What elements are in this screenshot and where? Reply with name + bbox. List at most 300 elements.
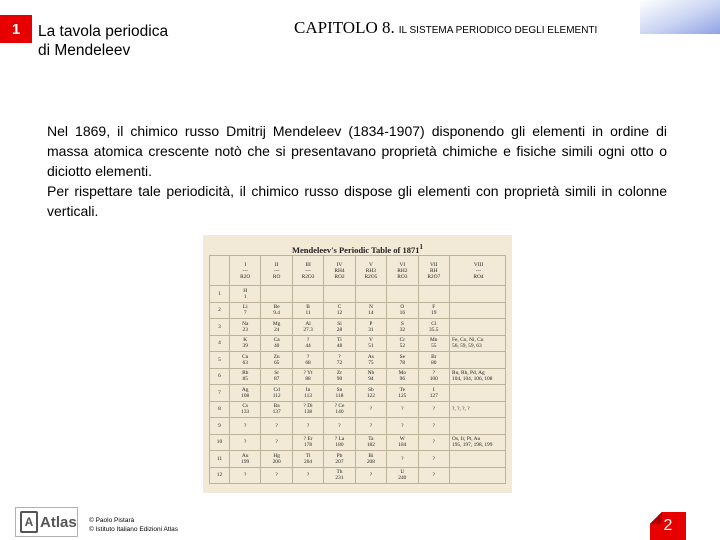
element-symbol: Sr — [274, 370, 280, 377]
element-symbol: Be — [273, 304, 280, 311]
series-number: 4 — [210, 335, 230, 352]
element-symbol: Ta — [368, 436, 374, 443]
element-symbol: ? — [432, 370, 435, 377]
periodic-table-title — [209, 239, 506, 255]
element-cell — [324, 467, 355, 484]
element-cell — [387, 368, 418, 385]
element-symbol: Se — [399, 353, 406, 360]
element-cell — [387, 319, 418, 336]
element-cell — [292, 335, 323, 352]
element-mass: 78 — [399, 359, 406, 366]
body-paragraph-1: Nel 1869, il chimico russo Dmitrij Mendeleev (1834-1907) disponendo gli elementi in ordine di massa atomica crescente notò che si presentavano proprietà chimiche e fisiche simili ogni otto o diciotto elementi. — [47, 123, 667, 179]
element-symbol: ? — [369, 406, 373, 413]
element-cell — [387, 302, 418, 319]
table-row — [210, 335, 506, 352]
group-header-line: RH4 — [334, 267, 345, 274]
group-header — [450, 256, 506, 286]
element-cell — [261, 451, 292, 468]
table-row — [210, 385, 506, 402]
element-mass: 137 — [272, 409, 281, 416]
table-row — [210, 302, 506, 319]
group-header-line: IV — [336, 261, 343, 268]
element-cell — [418, 286, 449, 303]
element-symbol: F — [432, 304, 436, 311]
element-symbol: ? — [244, 422, 247, 429]
atlas-logo-mark: A — [20, 511, 38, 533]
element-cell — [418, 319, 449, 336]
element-cell — [355, 418, 386, 435]
periodic-table-title-sup: 1 — [419, 243, 423, 251]
element-symbol: K — [243, 337, 248, 344]
element-symbol: Cd — [273, 386, 280, 393]
element-symbol: Ba — [273, 403, 280, 410]
element-cell — [230, 418, 261, 435]
series-number: 5 — [210, 352, 230, 369]
element-cell — [387, 451, 418, 468]
element-cell — [450, 401, 506, 418]
element-symbol: ? — [432, 439, 435, 446]
element-cell — [387, 418, 418, 435]
element-cell — [230, 451, 261, 468]
element-mass: 104, 104, 106, 108 — [452, 376, 493, 383]
element-cell — [261, 335, 292, 352]
table-row — [210, 368, 506, 385]
element-mass: 27.3 — [303, 326, 313, 333]
group-header — [261, 256, 292, 286]
element-mass: 39 — [242, 343, 248, 350]
element-mass: 24 — [273, 326, 280, 333]
element-cell — [418, 352, 449, 369]
element-symbol: ?, ?, ?, ? — [452, 406, 470, 413]
element-cell — [292, 467, 323, 484]
element-symbol: Cl — [431, 320, 437, 327]
element-cell — [355, 385, 386, 402]
element-cell — [450, 434, 506, 451]
element-mass: 88 — [305, 376, 311, 383]
element-symbol: Cr — [399, 337, 406, 344]
element-symbol: N — [368, 304, 373, 311]
group-header-line: R2O7 — [427, 273, 441, 280]
group-header-line: III — [305, 261, 311, 268]
element-mass: 90 — [336, 376, 343, 383]
group-header — [355, 256, 386, 286]
element-mass: 207 — [335, 458, 344, 465]
element-cell — [292, 352, 323, 369]
element-symbol: Th — [336, 469, 343, 476]
element-mass: 138 — [304, 409, 313, 416]
element-symbol: H — [243, 287, 248, 294]
element-symbol: Ca — [273, 337, 280, 344]
element-symbol: ? — [275, 472, 278, 479]
element-mass: 195, 197, 198, 199 — [452, 442, 493, 449]
element-cell — [230, 319, 261, 336]
group-header-line: V — [368, 261, 373, 268]
element-cell — [261, 401, 292, 418]
element-mass: 112 — [272, 392, 281, 399]
element-symbol: Hg — [273, 452, 280, 459]
element-symbol: ? — [369, 422, 373, 429]
element-symbol: ? — [306, 337, 310, 344]
group-header-line: RO3 — [397, 273, 408, 280]
element-mass: 200 — [272, 458, 281, 465]
element-mass: 9.4 — [273, 310, 280, 317]
series-number: 12 — [210, 467, 230, 484]
element-cell — [450, 302, 506, 319]
group-header-line: RO — [272, 273, 281, 280]
element-cell — [387, 286, 418, 303]
element-cell — [292, 451, 323, 468]
element-cell — [261, 434, 292, 451]
element-mass: 44 — [305, 343, 311, 350]
element-cell — [387, 467, 418, 484]
element-mass: 32 — [399, 326, 406, 333]
element-symbol: Li — [242, 304, 248, 311]
group-header — [387, 256, 418, 286]
element-cell — [261, 319, 292, 336]
element-cell — [292, 418, 323, 435]
element-symbol: ? — [306, 472, 310, 479]
series-number: 2 — [210, 302, 230, 319]
table-row — [210, 319, 506, 336]
element-mass: 122 — [366, 392, 375, 399]
element-cell — [230, 302, 261, 319]
group-header-line: --- — [475, 267, 482, 274]
corner-gradient — [640, 0, 720, 34]
series-number: 3 — [210, 319, 230, 336]
element-mass: 56, 59, 59, 63 — [452, 343, 482, 350]
element-symbol: As — [367, 353, 374, 360]
element-cell — [450, 319, 506, 336]
element-cell — [450, 286, 506, 303]
element-cell — [387, 335, 418, 352]
element-symbol: Mo — [398, 370, 407, 377]
element-cell — [355, 401, 386, 418]
element-cell — [355, 335, 386, 352]
series-number: 6 — [210, 368, 230, 385]
table-corner-cell — [210, 256, 230, 286]
element-symbol: S — [400, 320, 404, 327]
credit-publisher: © Istituto Italiano Edizioni Atlas — [89, 526, 178, 533]
element-symbol: ? — [306, 353, 310, 360]
element-symbol: Zr — [336, 370, 343, 377]
series-number: 11 — [210, 451, 230, 468]
series-number: 9 — [210, 418, 230, 435]
footer-credits — [89, 516, 178, 534]
element-symbol: Br — [431, 353, 437, 360]
series-number: 8 — [210, 401, 230, 418]
series-number: 1 — [210, 286, 230, 303]
table-row — [210, 434, 506, 451]
element-cell — [355, 286, 386, 303]
element-cell — [230, 434, 261, 451]
element-cell — [418, 467, 449, 484]
element-symbol: Si — [337, 320, 342, 327]
element-cell — [450, 352, 506, 369]
element-symbol: ? — [338, 422, 341, 429]
group-header-line: --- — [273, 267, 280, 274]
element-mass: 199 — [241, 458, 250, 465]
element-mass: 240 — [398, 475, 407, 482]
element-mass: 231 — [335, 475, 344, 482]
element-cell — [387, 401, 418, 418]
element-cell — [324, 401, 355, 418]
table-row — [210, 467, 506, 484]
element-cell — [324, 451, 355, 468]
group-header-line: RH2 — [397, 267, 408, 274]
element-symbol: ? — [275, 439, 278, 446]
element-cell — [450, 418, 506, 435]
element-symbol: ? — [401, 406, 404, 413]
element-cell — [324, 385, 355, 402]
group-header — [324, 256, 355, 286]
element-symbol: Pb — [336, 452, 343, 459]
element-cell — [418, 434, 449, 451]
element-mass: 94 — [368, 376, 374, 383]
element-symbol: Fe, Co, Ni, Cu — [452, 337, 484, 344]
element-symbol: ? — [401, 455, 404, 462]
element-symbol: I — [432, 386, 435, 393]
element-mass: 31 — [368, 326, 374, 333]
element-cell — [261, 368, 292, 385]
element-symbol: V — [368, 337, 373, 344]
element-cell — [324, 352, 355, 369]
element-symbol: Sb — [368, 386, 374, 393]
element-cell — [261, 418, 292, 435]
element-cell — [418, 335, 449, 352]
element-symbol: P — [369, 320, 373, 327]
element-mass: 63 — [242, 359, 248, 366]
element-cell — [230, 352, 261, 369]
series-number: 10 — [210, 434, 230, 451]
element-cell — [355, 368, 386, 385]
chapter-subtitle: IL SISTEMA PERIODICO DEGLI ELEMENTI — [398, 25, 598, 36]
element-cell — [261, 286, 292, 303]
element-symbol: ? — [401, 422, 404, 429]
element-mass: 140 — [335, 409, 344, 416]
element-symbol: ? — [244, 472, 247, 479]
slide-number: 1 — [11, 20, 21, 38]
element-mass: 87 — [273, 376, 280, 383]
atlas-logo-word: Atlas — [40, 513, 77, 531]
title-line-2: di Mendeleev — [38, 42, 131, 59]
group-header-line: II — [274, 261, 279, 268]
element-cell — [450, 335, 506, 352]
element-cell — [230, 385, 261, 402]
element-cell — [418, 385, 449, 402]
element-mass: 184 — [398, 442, 407, 449]
chapter-label: CAPITOLO 8. — [294, 18, 395, 37]
element-symbol: W — [399, 436, 405, 443]
group-header-line: VII — [430, 261, 438, 268]
element-symbol: ? — [275, 422, 278, 429]
body-text — [47, 121, 667, 221]
series-number: 7 — [210, 385, 230, 402]
element-mass: 68 — [305, 359, 311, 366]
slide-title — [38, 22, 168, 60]
slide-number-badge — [0, 15, 32, 43]
table-row — [210, 451, 506, 468]
group-header-line: --- — [305, 267, 311, 274]
element-symbol: Mn — [430, 337, 438, 344]
element-cell — [355, 302, 386, 319]
element-cell — [230, 368, 261, 385]
group-header-line: VIII — [473, 261, 484, 268]
group-header-line: RH3 — [365, 267, 376, 274]
element-mass: 133 — [241, 409, 250, 416]
element-symbol: Sn — [336, 386, 343, 393]
element-mass: 7 — [243, 310, 247, 317]
element-symbol: U — [400, 469, 405, 476]
element-cell — [230, 467, 261, 484]
element-symbol: Au — [241, 452, 249, 459]
element-cell — [324, 418, 355, 435]
element-symbol: ? — [432, 422, 435, 429]
element-mass: 23 — [242, 326, 248, 333]
element-symbol: Ru, Rh, Pd, Ag — [452, 370, 485, 377]
element-mass: 35.5 — [429, 326, 439, 333]
element-mass: 80 — [431, 359, 437, 366]
element-symbol: ? — [338, 353, 341, 360]
element-symbol: ? — [306, 422, 310, 429]
element-cell — [355, 434, 386, 451]
element-mass: 1 — [243, 293, 247, 300]
element-mass: 113 — [304, 392, 312, 399]
element-symbol: Mg — [272, 320, 281, 327]
element-mass: 55 — [431, 343, 437, 350]
table-header-row — [210, 256, 506, 286]
element-cell — [261, 467, 292, 484]
element-mass: 11 — [305, 310, 311, 317]
element-mass: 100 — [429, 376, 438, 383]
element-symbol: ? — [432, 472, 435, 479]
element-symbol: O — [400, 304, 405, 311]
group-header-line: R2O3 — [301, 273, 315, 280]
element-symbol: Tl — [305, 452, 311, 459]
group-header-line: VI — [399, 261, 406, 268]
element-mass: 52 — [399, 343, 406, 350]
element-mass: 40 — [273, 343, 280, 350]
group-header-line: R2O — [240, 273, 251, 280]
element-cell — [450, 451, 506, 468]
element-cell — [230, 401, 261, 418]
element-cell — [292, 286, 323, 303]
element-cell — [387, 385, 418, 402]
element-cell — [418, 302, 449, 319]
element-symbol: Cu — [242, 353, 249, 360]
element-symbol: ? — [369, 472, 373, 479]
element-mass: 118 — [335, 392, 344, 399]
element-symbol: Nb — [367, 370, 375, 377]
element-symbol: Rb — [242, 370, 249, 377]
element-symbol: Cs — [242, 403, 249, 410]
element-mass: 75 — [368, 359, 374, 366]
element-cell — [450, 467, 506, 484]
element-mass: 96 — [399, 376, 406, 383]
element-mass: 14 — [368, 310, 374, 317]
element-cell — [324, 286, 355, 303]
element-symbol: ? — [432, 455, 435, 462]
element-mass: 16 — [399, 310, 406, 317]
element-symbol: Bi — [368, 452, 374, 459]
group-header — [230, 256, 261, 286]
element-cell — [261, 352, 292, 369]
element-cell — [292, 319, 323, 336]
element-mass: 108 — [241, 392, 250, 399]
element-symbol: ? Di — [303, 403, 313, 410]
element-mass: 51 — [368, 343, 374, 350]
element-symbol: Te — [399, 386, 405, 393]
body-paragraph-2: Per rispettare tale periodicità, il chimico russo dispose gli elementi con proprietà simili in colonne verticali. — [47, 183, 667, 219]
element-cell — [355, 352, 386, 369]
element-mass: 208 — [366, 458, 375, 465]
element-cell — [261, 302, 292, 319]
element-cell — [261, 385, 292, 402]
group-header-line: I — [244, 261, 247, 268]
element-symbol: B — [306, 304, 310, 311]
element-symbol: In — [305, 386, 311, 393]
element-symbol: Al — [305, 320, 311, 327]
element-mass: 28 — [336, 326, 343, 333]
element-cell — [292, 385, 323, 402]
element-mass: 19 — [431, 310, 437, 317]
element-cell — [324, 335, 355, 352]
element-cell — [450, 385, 506, 402]
element-cell — [387, 434, 418, 451]
element-symbol: Os, Ir, Pt, Au — [452, 436, 481, 443]
element-cell — [324, 368, 355, 385]
element-cell — [387, 352, 418, 369]
group-header-line: RH — [430, 267, 438, 274]
element-cell — [355, 319, 386, 336]
element-symbol: ? La — [334, 436, 345, 443]
table-row — [210, 401, 506, 418]
element-mass: 72 — [336, 359, 343, 366]
element-symbol: ? Er — [303, 436, 313, 443]
element-cell — [292, 434, 323, 451]
element-cell — [418, 451, 449, 468]
element-cell — [292, 368, 323, 385]
page-number-badge — [650, 512, 686, 540]
element-symbol: Zn — [273, 353, 280, 360]
periodic-table-image — [203, 235, 512, 493]
element-symbol: ? Ce — [334, 403, 345, 410]
element-mass: 204 — [304, 458, 313, 465]
element-symbol: ? — [244, 439, 247, 446]
page-curl-icon — [650, 512, 662, 524]
title-line-1: La tavola periodica — [38, 23, 169, 40]
periodic-table-title-text: Mendeleev's Periodic Table of 1871 — [292, 244, 420, 255]
element-mass: 85 — [242, 376, 248, 383]
element-cell — [292, 401, 323, 418]
element-symbol: Ti — [337, 337, 342, 344]
element-mass: 182 — [366, 442, 375, 449]
element-cell — [292, 302, 323, 319]
element-mass: 180 — [335, 442, 344, 449]
element-cell — [418, 368, 449, 385]
element-mass: 12 — [336, 310, 343, 317]
element-symbol: Na — [242, 320, 249, 327]
chapter-heading — [294, 18, 597, 38]
group-header-line: --- — [242, 267, 248, 274]
element-mass: 178 — [304, 442, 313, 449]
element-cell — [324, 319, 355, 336]
element-cell — [324, 302, 355, 319]
atlas-logo — [15, 507, 78, 537]
table-row — [210, 286, 506, 303]
element-cell — [230, 286, 261, 303]
group-header — [418, 256, 449, 286]
group-header-line: RO2 — [334, 273, 345, 280]
